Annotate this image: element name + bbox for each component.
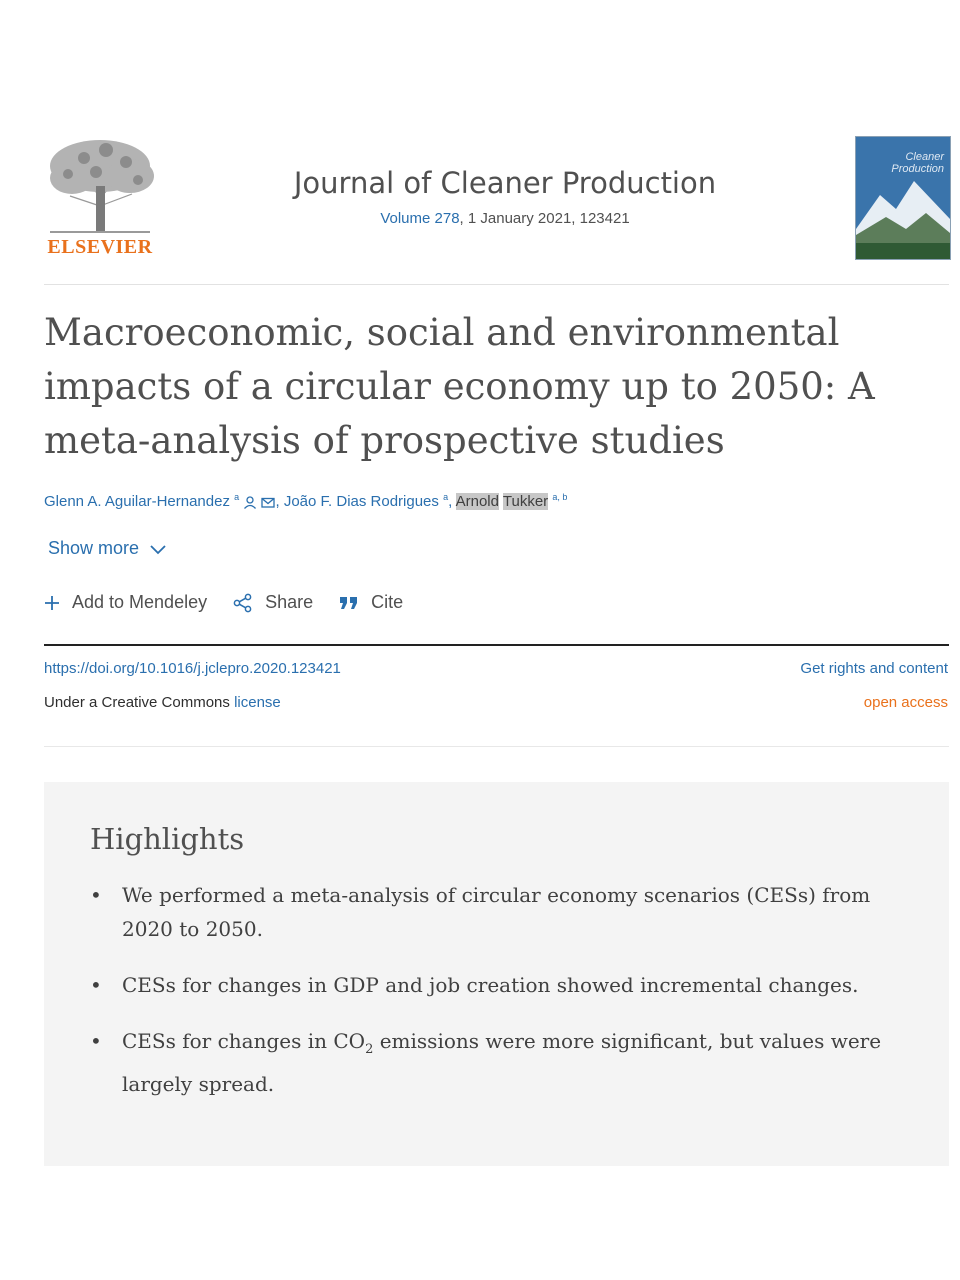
subscript: 2 — [365, 1042, 374, 1057]
article-title: Macroeconomic, social and environmental impacts of a circular economy up to 2050: A meta-analysis of prospective studies — [44, 311, 875, 462]
bullet-icon: • — [90, 1029, 102, 1053]
plus-icon — [44, 595, 60, 611]
email-icon[interactable] — [261, 496, 275, 509]
share-icon — [233, 593, 253, 613]
highlights-title: Highlights — [90, 822, 245, 856]
bullet-icon: • — [90, 973, 102, 997]
author-first-name: Arnold — [455, 493, 499, 510]
cover-title: Cleaner Production — [891, 151, 944, 175]
header-divider — [44, 284, 949, 285]
meta-divider — [44, 746, 949, 747]
author-last-name: Tukker — [502, 493, 549, 510]
quote-icon — [339, 595, 359, 611]
author-dias-rodrigues[interactable]: João F. Dias Rodrigues — [283, 493, 439, 510]
elsevier-logo[interactable] — [44, 136, 156, 260]
volume-link[interactable]: Volume 278 — [380, 210, 460, 227]
journal-issue — [200, 210, 810, 227]
highlights-list — [90, 878, 910, 1123]
actions-divider — [44, 644, 949, 646]
cite-button[interactable] — [339, 592, 403, 613]
highlight-text-start: CESs for changes in CO — [122, 1029, 366, 1053]
issue-details: , 1 January 2021, 123421 — [459, 210, 630, 227]
license-link[interactable]: license — [234, 694, 281, 711]
author-aguilar-hernandez[interactable]: Glenn A. Aguilar-Hernandez — [44, 493, 230, 510]
highlights-panel — [44, 782, 949, 1166]
author-separator: , — [448, 493, 456, 510]
author-tukker[interactable] — [456, 493, 549, 510]
highlight-text-end: emissions were more significant, but values were largely spread. — [122, 1029, 882, 1096]
license-info — [44, 694, 281, 711]
show-more-label: Show more — [48, 538, 140, 558]
journal-title[interactable]: Journal of Cleaner Production — [293, 166, 717, 200]
affiliation-marker[interactable]: a — [234, 492, 240, 502]
license-prefix: Under a Creative Commons — [44, 694, 235, 711]
add-to-mendeley-label: Add to Mendeley — [72, 592, 208, 612]
cite-label: Cite — [371, 592, 404, 612]
get-rights-link[interactable]: Get rights and content — [800, 660, 948, 677]
bullet-icon: • — [90, 883, 102, 907]
article-actions — [44, 592, 429, 613]
chevron-down-icon — [149, 543, 167, 555]
author-separator: , — [275, 493, 284, 510]
journal-header — [200, 166, 810, 227]
doi-link[interactable]: https://doi.org/10.1016/j.jclepro.2020.123421 — [44, 660, 341, 677]
journal-cover-image[interactable] — [855, 136, 951, 260]
open-access-badge: open access — [863, 694, 948, 711]
elsevier-wordmark: ELSEVIER — [47, 236, 153, 258]
highlight-text: We performed a meta-analysis of circular economy scenarios (CESs) from 2020 to 2050. — [122, 883, 871, 941]
share-label: Share — [265, 592, 314, 612]
share-button[interactable] — [233, 592, 313, 613]
author-list — [44, 492, 567, 510]
add-to-mendeley-button[interactable] — [44, 592, 207, 613]
tree-icon — [44, 136, 156, 234]
affiliation-marker[interactable]: a — [443, 492, 449, 502]
highlight-text: CESs for changes in GDP and job creation showed incremental changes. — [122, 973, 859, 997]
highlight-item — [90, 1024, 910, 1101]
person-icon[interactable] — [243, 496, 257, 509]
show-more-button[interactable] — [48, 538, 167, 559]
highlight-item — [90, 968, 910, 1002]
highlight-item — [90, 878, 910, 946]
affiliation-marker[interactable]: a, b — [552, 492, 568, 502]
